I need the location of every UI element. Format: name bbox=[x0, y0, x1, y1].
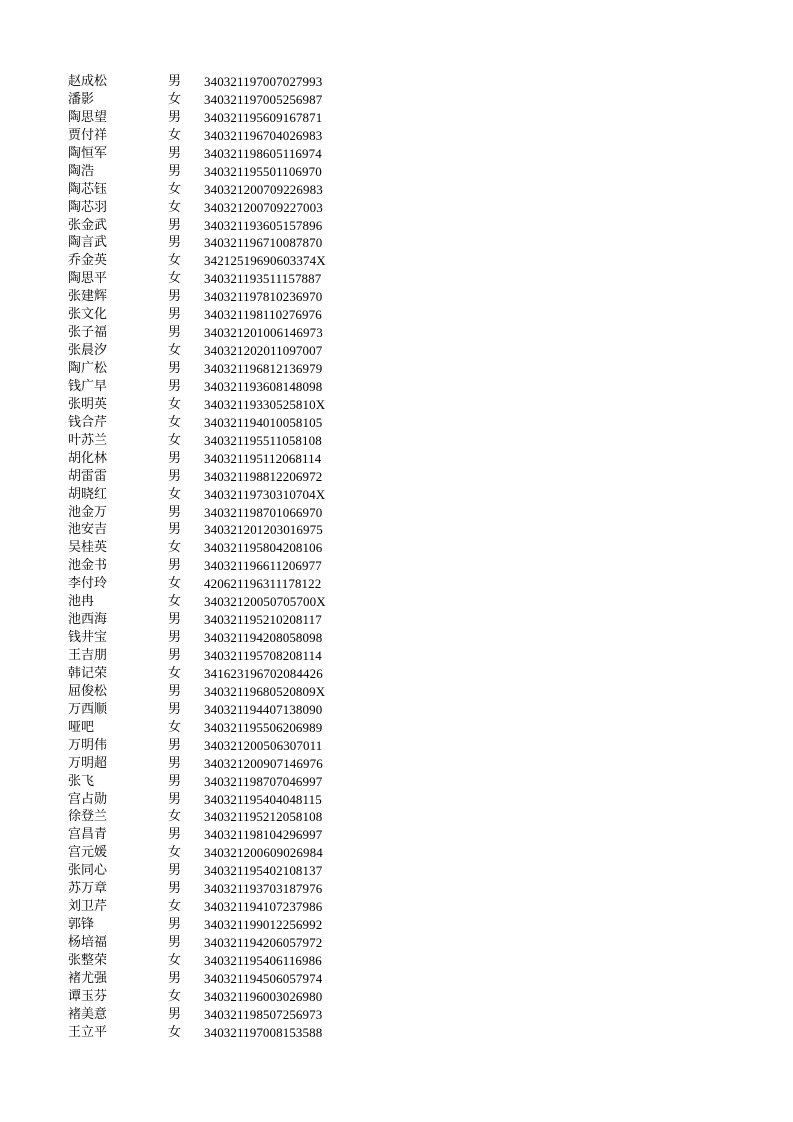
list-item bbox=[68, 252, 368, 270]
person-id-number: 340321197005256987 bbox=[204, 91, 323, 107]
person-id-number: 340321194206057972 bbox=[204, 935, 323, 950]
person-id-number: 340321195406116986 bbox=[204, 952, 322, 968]
person-name: 潘影 bbox=[68, 91, 95, 107]
person-gender: 女 bbox=[168, 127, 182, 143]
person-name: 褚美意 bbox=[68, 1006, 108, 1022]
person-gender: 女 bbox=[168, 594, 182, 610]
person-gender: 男 bbox=[168, 935, 182, 950]
person-id-number: 340321195212058108 bbox=[204, 809, 323, 825]
person-id-number: 340321201203016975 bbox=[204, 522, 323, 538]
person-id-number: 340321194107237986 bbox=[204, 899, 323, 915]
list-item bbox=[68, 504, 368, 522]
person-id-number: 340321195708208114 bbox=[204, 648, 322, 663]
person-gender: 女 bbox=[168, 414, 182, 430]
list-item bbox=[68, 773, 368, 791]
list-item bbox=[68, 898, 368, 916]
person-gender: 男 bbox=[168, 1006, 182, 1022]
list-item bbox=[68, 396, 368, 414]
person-name: 池安吉 bbox=[68, 522, 108, 538]
person-name: 赵成松 bbox=[68, 74, 108, 89]
person-id-number: 340321199012256992 bbox=[204, 917, 323, 933]
person-name: 张整荣 bbox=[68, 952, 108, 968]
person-name: 张子福 bbox=[68, 325, 108, 341]
person-gender: 女 bbox=[168, 91, 182, 107]
list-item bbox=[68, 521, 368, 539]
person-name: 池金书 bbox=[68, 558, 108, 574]
person-name: 宫元媛 bbox=[68, 845, 108, 861]
person-gender: 女 bbox=[168, 952, 182, 968]
person-id-number: 34032119730310704X bbox=[204, 486, 326, 502]
list-item bbox=[68, 934, 368, 952]
list-item bbox=[68, 647, 368, 665]
person-gender: 女 bbox=[168, 988, 182, 1004]
person-gender: 男 bbox=[168, 701, 182, 717]
list-item bbox=[68, 306, 368, 324]
person-gender: 女 bbox=[168, 719, 182, 735]
person-id-number: 340321195511058108 bbox=[204, 432, 322, 448]
list-item bbox=[68, 127, 368, 145]
person-name: 万西顺 bbox=[68, 701, 108, 717]
person-gender: 女 bbox=[168, 343, 182, 359]
list-item bbox=[68, 73, 368, 91]
list-item bbox=[68, 270, 368, 288]
person-name: 钱合芹 bbox=[68, 414, 108, 430]
person-name: 张明英 bbox=[68, 396, 108, 412]
person-gender: 女 bbox=[168, 253, 182, 269]
person-gender: 男 bbox=[168, 863, 182, 879]
person-gender: 女 bbox=[168, 271, 182, 287]
person-id-number: 340321200907146976 bbox=[204, 755, 323, 771]
person-id-number: 340321195210208117 bbox=[204, 612, 322, 628]
person-id-number: 340321200506307011 bbox=[204, 737, 323, 753]
person-name: 胡化林 bbox=[68, 450, 108, 466]
person-id-number: 340321200609026984 bbox=[204, 845, 323, 861]
person-gender: 女 bbox=[168, 665, 182, 681]
list-item bbox=[68, 611, 368, 629]
person-id-number: 340321194010058105 bbox=[204, 414, 323, 430]
list-item bbox=[68, 952, 368, 970]
person-gender: 男 bbox=[168, 558, 182, 574]
person-id-number: 340321198104296997 bbox=[204, 827, 323, 843]
person-id-number: 340321193608148098 bbox=[204, 378, 323, 394]
list-item bbox=[68, 844, 368, 862]
list-item bbox=[68, 109, 368, 127]
list-item bbox=[68, 288, 368, 306]
person-id-number: 340321202011097007 bbox=[204, 343, 323, 359]
person-name: 陶恒军 bbox=[68, 145, 108, 161]
person-gender: 男 bbox=[168, 827, 182, 843]
person-id-number: 340321193511157887 bbox=[204, 271, 322, 287]
person-id-number: 340321195609167871 bbox=[204, 109, 323, 125]
person-id-number: 420621196311178122 bbox=[204, 576, 322, 592]
person-id-number: 340321195506206989 bbox=[204, 719, 323, 735]
list-item bbox=[68, 360, 368, 378]
person-id-number: 340321197008153588 bbox=[204, 1024, 323, 1040]
person-gender: 男 bbox=[168, 109, 182, 125]
person-name: 屈俊松 bbox=[68, 683, 108, 699]
list-item bbox=[68, 1006, 368, 1024]
person-gender: 男 bbox=[168, 450, 182, 466]
person-id-number: 340321195402108137 bbox=[204, 863, 323, 879]
person-name: 张建辉 bbox=[68, 289, 108, 305]
list-item bbox=[68, 234, 368, 252]
list-item bbox=[68, 629, 368, 647]
list-item bbox=[68, 378, 368, 396]
person-gender: 男 bbox=[168, 630, 182, 646]
list-item bbox=[68, 683, 368, 701]
list-item bbox=[68, 217, 368, 235]
list-item bbox=[68, 199, 368, 217]
person-id-number: 340321200709226983 bbox=[204, 181, 323, 197]
person-name: 万明伟 bbox=[68, 737, 108, 753]
list-item bbox=[68, 557, 368, 575]
person-id-number: 340321198707046997 bbox=[204, 773, 323, 789]
person-id-number: 340321193605157896 bbox=[204, 217, 323, 233]
person-gender: 女 bbox=[168, 899, 182, 915]
person-gender: 男 bbox=[168, 378, 182, 394]
list-item bbox=[68, 486, 368, 504]
list-item bbox=[68, 701, 368, 719]
person-id-number: 34032119330525810X bbox=[204, 396, 326, 412]
person-id-number: 340321196611206977 bbox=[204, 558, 322, 574]
person-gender: 男 bbox=[168, 737, 182, 753]
person-name: 谭玉芬 bbox=[68, 988, 108, 1004]
person-name: 王立平 bbox=[68, 1024, 108, 1040]
person-name: 张金武 bbox=[68, 217, 108, 233]
list-item bbox=[68, 432, 368, 450]
person-name: 陶言武 bbox=[68, 235, 108, 251]
person-id-number: 340321201006146973 bbox=[204, 325, 323, 341]
person-gender: 男 bbox=[168, 755, 182, 771]
person-gender: 男 bbox=[168, 289, 182, 305]
person-id-number: 340321194407138090 bbox=[204, 701, 323, 717]
person-gender: 男 bbox=[168, 917, 182, 933]
list-item bbox=[68, 539, 368, 557]
person-gender: 男 bbox=[168, 235, 182, 251]
list-item bbox=[68, 575, 368, 593]
person-gender: 男 bbox=[168, 648, 182, 663]
list-item bbox=[68, 324, 368, 342]
person-name: 胡晓红 bbox=[68, 486, 108, 502]
person-id-number: 340321196704026983 bbox=[204, 127, 323, 143]
person-gender: 女 bbox=[168, 432, 182, 448]
person-gender: 男 bbox=[168, 163, 182, 179]
person-name: 张飞 bbox=[68, 773, 95, 789]
list-item bbox=[68, 665, 368, 683]
person-gender: 男 bbox=[168, 74, 182, 89]
list-item bbox=[68, 414, 368, 432]
person-name: 贾付祥 bbox=[68, 127, 108, 143]
person-id-number: 340321198507256973 bbox=[204, 1006, 323, 1022]
person-id-number: 340321194208058098 bbox=[204, 630, 323, 646]
person-name: 宫昌青 bbox=[68, 827, 108, 843]
person-gender: 男 bbox=[168, 361, 182, 376]
person-name: 叶苏兰 bbox=[68, 432, 108, 448]
person-name: 陶芯钰 bbox=[68, 181, 108, 197]
person-gender: 男 bbox=[168, 468, 182, 484]
person-gender: 女 bbox=[168, 540, 182, 556]
person-gender: 男 bbox=[168, 504, 182, 520]
list-item bbox=[68, 737, 368, 755]
list-item bbox=[68, 755, 368, 773]
person-id-number: 340321193703187976 bbox=[204, 881, 323, 897]
person-gender: 男 bbox=[168, 145, 182, 161]
person-id-number: 341623196702084426 bbox=[204, 665, 323, 681]
list-item bbox=[68, 916, 368, 934]
person-gender: 男 bbox=[168, 217, 182, 233]
person-id-number: 340321195804208106 bbox=[204, 540, 323, 556]
person-name: 池金万 bbox=[68, 504, 108, 520]
person-name: 陶芯羽 bbox=[68, 199, 108, 215]
person-name: 李付玲 bbox=[68, 576, 108, 592]
list-item bbox=[68, 163, 368, 181]
person-id-number: 340321196812136979 bbox=[204, 361, 323, 376]
person-id-number: 340321197810236970 bbox=[204, 289, 323, 305]
person-name: 杨培福 bbox=[68, 935, 108, 950]
person-id-number: 340321198110276976 bbox=[204, 307, 322, 323]
person-name: 韩记荣 bbox=[68, 665, 108, 681]
person-name: 胡雷雷 bbox=[68, 468, 108, 484]
person-name: 张晨汐 bbox=[68, 343, 108, 359]
person-gender: 女 bbox=[168, 1024, 182, 1040]
person-name: 陶浩 bbox=[68, 163, 95, 179]
person-id-number: 340321198701066970 bbox=[204, 504, 323, 520]
person-name: 王吉朋 bbox=[68, 648, 108, 663]
person-name: 陶思望 bbox=[68, 109, 108, 125]
person-id-number: 34032119680520809X bbox=[204, 683, 326, 699]
person-name: 钱广早 bbox=[68, 378, 108, 394]
person-name: 钱井宝 bbox=[68, 630, 108, 646]
person-gender: 男 bbox=[168, 791, 182, 807]
person-gender: 女 bbox=[168, 576, 182, 592]
person-name: 徐登兰 bbox=[68, 809, 108, 825]
list-item bbox=[68, 988, 368, 1006]
list-item bbox=[68, 342, 368, 360]
person-name: 哑吧 bbox=[68, 719, 95, 735]
person-name: 刘卫芹 bbox=[68, 899, 108, 915]
person-name: 苏万章 bbox=[68, 881, 108, 897]
person-gender: 男 bbox=[168, 612, 182, 628]
person-name: 池冉 bbox=[68, 594, 95, 610]
person-name: 吴桂英 bbox=[68, 540, 108, 556]
person-id-number: 340321200709227003 bbox=[204, 199, 323, 215]
person-gender: 男 bbox=[168, 773, 182, 789]
person-name: 池西海 bbox=[68, 612, 108, 628]
list-item bbox=[68, 862, 368, 880]
person-gender: 女 bbox=[168, 486, 182, 502]
person-name: 郭锋 bbox=[68, 917, 95, 933]
person-name: 张同心 bbox=[68, 863, 108, 879]
list-item bbox=[68, 181, 368, 199]
person-name: 乔金英 bbox=[68, 253, 108, 269]
person-gender: 女 bbox=[168, 396, 182, 412]
person-name: 万明超 bbox=[68, 755, 108, 771]
list-item bbox=[68, 791, 368, 809]
person-gender: 男 bbox=[168, 881, 182, 897]
person-gender: 男 bbox=[168, 522, 182, 538]
list-item bbox=[68, 145, 368, 163]
person-name: 张文化 bbox=[68, 307, 108, 323]
person-name: 陶广松 bbox=[68, 361, 108, 376]
list-item bbox=[68, 719, 368, 737]
person-list bbox=[68, 73, 368, 1042]
person-id-number: 340321194506057974 bbox=[204, 970, 323, 986]
person-gender: 男 bbox=[168, 683, 182, 699]
person-id-number: 340321198605116974 bbox=[204, 145, 322, 161]
person-id-number: 34032120050705700X bbox=[204, 594, 326, 610]
person-id-number: 340321195501106970 bbox=[204, 163, 322, 179]
person-id-number: 340321198812206972 bbox=[204, 468, 323, 484]
person-gender: 女 bbox=[168, 199, 182, 215]
list-item bbox=[68, 808, 368, 826]
list-item bbox=[68, 91, 368, 109]
list-item bbox=[68, 450, 368, 468]
person-name: 陶思平 bbox=[68, 271, 108, 287]
person-id-number: 340321196710087870 bbox=[204, 235, 323, 251]
person-id-number: 340321196003026980 bbox=[204, 988, 323, 1004]
person-gender: 男 bbox=[168, 307, 182, 323]
person-gender: 男 bbox=[168, 970, 182, 986]
person-id-number: 340321195404048115 bbox=[204, 791, 322, 807]
person-id-number: 34212519690603374X bbox=[204, 253, 326, 269]
list-item bbox=[68, 880, 368, 898]
person-name: 宫占勋 bbox=[68, 791, 108, 807]
list-item bbox=[68, 826, 368, 844]
person-gender: 女 bbox=[168, 809, 182, 825]
person-id-number: 340321197007027993 bbox=[204, 74, 323, 89]
person-name: 褚尤强 bbox=[68, 970, 108, 986]
list-item bbox=[68, 1024, 368, 1042]
person-gender: 女 bbox=[168, 181, 182, 197]
person-gender: 女 bbox=[168, 845, 182, 861]
person-gender: 男 bbox=[168, 325, 182, 341]
person-id-number: 340321195112068114 bbox=[204, 450, 322, 466]
list-item bbox=[68, 593, 368, 611]
list-item bbox=[68, 970, 368, 988]
list-item bbox=[68, 468, 368, 486]
